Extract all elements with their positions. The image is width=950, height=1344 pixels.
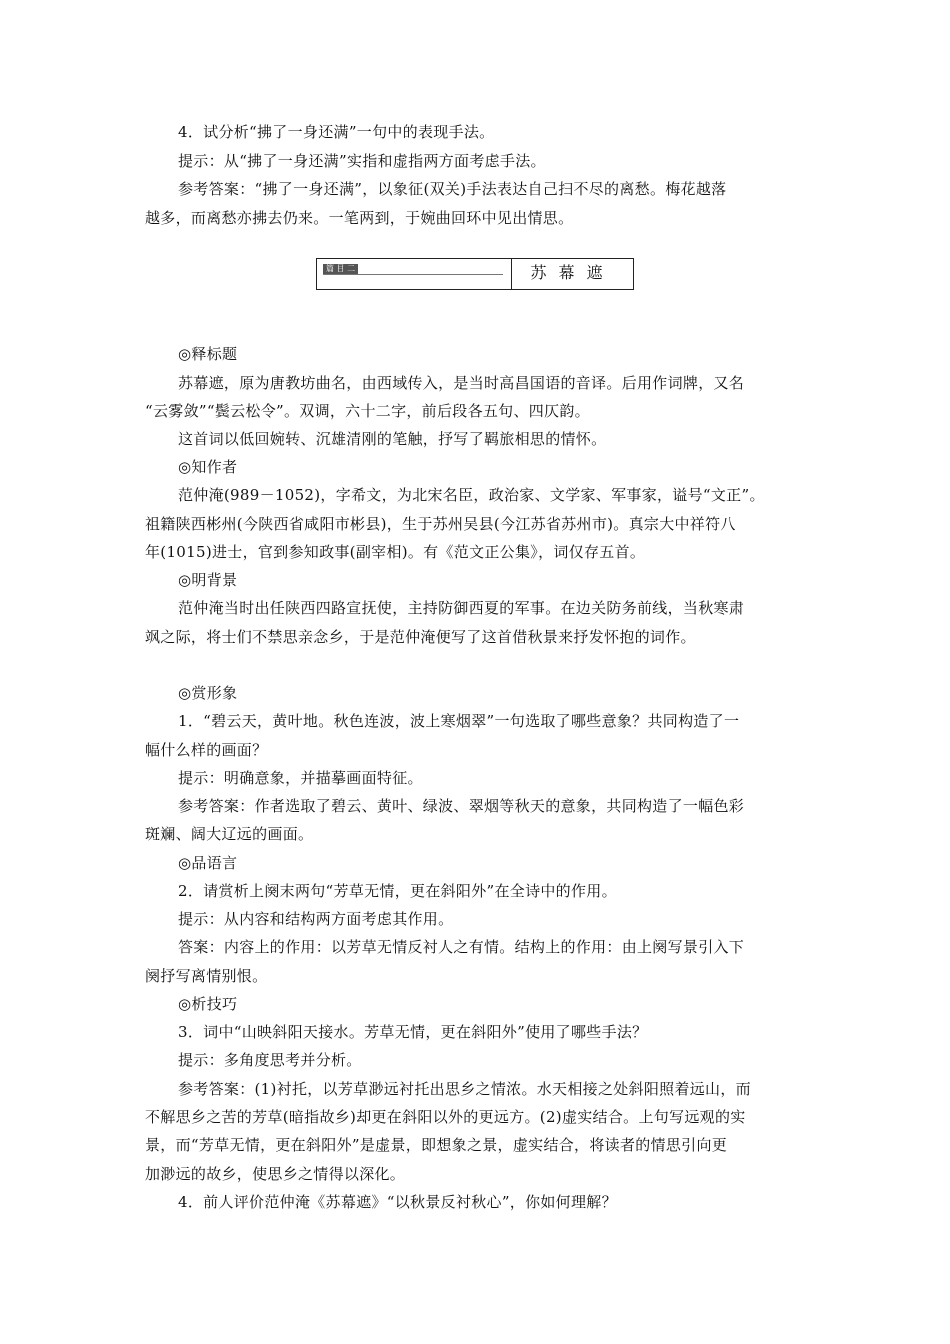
paragraph-line: 这首词以低回婉转、沉雄清刚的笔触，抒写了羁旅相思的情怀。 <box>178 430 607 448</box>
hint-prev: 提示：从“拂了一身还满”实指和虚指两方面考虑手法。 <box>178 152 546 170</box>
question-line: 3．词中“山映斜阳天接水。芳草无情，更在斜阳外”使用了哪些手法？ <box>178 1023 648 1041</box>
section-heading-title: ◎释标题 <box>178 345 238 363</box>
answer-line: 景，而“芳草无情，更在斜阳外”是虚景，即想象之景，虚实结合，将读者的情思引向更 <box>145 1136 728 1154</box>
answer-line: 不解思乡之苦的芳草(暗指故乡)却更在斜阳以外的更远方。(2)虚实结合。上句写远观的实 <box>145 1108 746 1126</box>
section-heading-background: ◎明背景 <box>178 571 238 589</box>
answer-line: 参考答案：作者选取了碧云、黄叶、绿波、翠烟等秋天的意象，共同构造了一幅色彩 <box>178 797 745 815</box>
poem-title-box <box>316 258 634 290</box>
paragraph-line: 飒之际，将士们不禁思亲念乡，于是范仲淹便写了这首借秋景来抒发怀抱的词作。 <box>145 628 696 646</box>
section-heading-author: ◎知作者 <box>178 458 238 476</box>
poem-title: 苏幕遮 <box>530 263 615 282</box>
answer-line: 答案：内容上的作用：以芳草无情反衬人之有情。结构上的作用：由上阕写景引入下 <box>178 938 745 956</box>
paragraph-line: 苏幕遮，原为唐教坊曲名，由西域传入，是当时高昌国语的音译。后用作词牌，又名 <box>178 374 745 392</box>
paragraph-line: 范仲淹当时出任陕西四路宣抚使，主持防御西夏的军事。在边关防务前线，当秋寒肃 <box>178 599 745 617</box>
paragraph-line: 祖籍陕西彬州(今陕西省咸阳市彬县)，生于苏州吴县(今江苏省苏州市)。真宗大中祥符八 <box>145 515 736 533</box>
answer-line: 斑斓、阔大辽远的画面。 <box>145 825 314 843</box>
answer-line: 参考答案：(1)衬托，以芳草渺远衬托出思乡之情浓。水天相接之处斜阳照着远山，而 <box>178 1080 751 1098</box>
answer-prev-line2: 越多，而离愁亦拂去仍来。一笔两到，于婉曲回环中见出情思。 <box>145 209 574 227</box>
section-heading-imagery: ◎赏形象 <box>178 684 238 702</box>
title-box-left-cell <box>317 259 512 289</box>
answer-prev-line1: 参考答案：“拂了一身还满”，以象征(双关)手法表达自己扫不尽的离愁。梅花越落 <box>178 180 727 198</box>
question-line: 1．“碧云天，黄叶地。秋色连波，波上寒烟翠”一句选取了哪些意象？共同构造了一 <box>178 712 740 730</box>
question-line: 幅什么样的画面？ <box>145 741 268 759</box>
answer-line: 阕抒写离情别恨。 <box>145 967 268 985</box>
question-line: 2．请赏析上阕末两句“芳草无情，更在斜阳外”在全诗中的作用。 <box>178 882 617 900</box>
hint-line: 提示：明确意象，并描摹画面特征。 <box>178 769 423 787</box>
chapter-tag: 篇 目 二 <box>323 264 358 274</box>
hint-line: 提示：从内容和结构两方面考虑其作用。 <box>178 910 454 928</box>
section-heading-technique: ◎析技巧 <box>178 995 238 1013</box>
paragraph-line: 范仲淹(989－1052)，字希文，为北宋名臣，政治家、文学家、军事家，谥号“文正”。 <box>178 486 765 504</box>
question-4-prev: 4．试分析“拂了一身还满”一句中的表现手法。 <box>178 123 495 141</box>
title-box-rule <box>323 274 503 275</box>
hint-line: 提示：多角度思考并分析。 <box>178 1051 362 1069</box>
section-heading-language: ◎品语言 <box>178 854 238 872</box>
answer-line: 加渺远的故乡，使思乡之情得以深化。 <box>145 1165 406 1183</box>
paragraph-line: “云雾敛”“鬓云松令”。双调，六十二字，前后段各五句、四仄韵。 <box>145 402 590 420</box>
paragraph-line: 年(1015)进士，官到参知政事(副宰相)。有《范文正公集》，词仅存五首。 <box>145 543 646 561</box>
question-line: 4．前人评价范仲淹《苏幕遮》“以秋景反衬秋心”，你如何理解？ <box>178 1193 617 1211</box>
